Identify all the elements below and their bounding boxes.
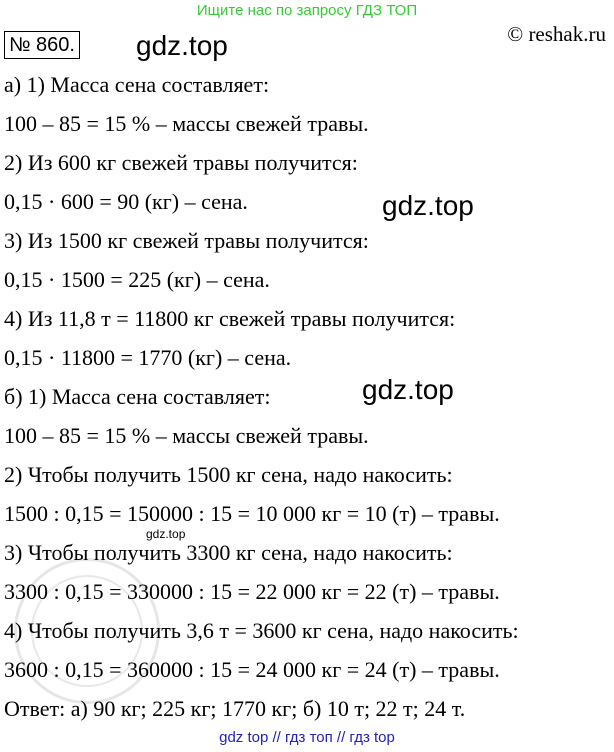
top-banner: Ищите нас по запросу ГДЗ ТОП xyxy=(196,2,418,19)
solution-line: 3) Чтобы получить 3300 кг сена, надо накосить: xyxy=(4,540,453,565)
solution-line: 4) Чтобы получить 3,6 т = 3600 кг сена, надо накосить: xyxy=(4,618,519,643)
problem-number: № 860. xyxy=(4,31,80,59)
solution-line: 1500 : 0,15 = 150000 : 15 = 10 000 кг = 10 (т) – травы. xyxy=(4,501,500,526)
solution-line: 4) Из 11,8 т = 11800 кг свежей травы получится: xyxy=(4,306,456,331)
solution-line: б) 1) Масса сена составляет: xyxy=(4,384,271,409)
watermark-gdz-top-small: gdz.top xyxy=(146,527,186,541)
solution-line: 100 – 85 = 15 % – массы свежей травы. xyxy=(4,111,369,136)
solution-line: 2) Чтобы получить 1500 кг сена, надо накосить: xyxy=(4,462,453,487)
solution-line: а) 1) Масса сена составляет: xyxy=(4,72,270,97)
solution-line: 0,15 · 11800 = 1770 (кг) – сена. xyxy=(4,345,292,370)
solution-line: 0,15 · 1500 = 225 (кг) – сена. xyxy=(4,267,270,292)
watermark-gdz-top-2: gdz.top xyxy=(382,190,474,221)
watermark-gdz-top-1: gdz.top xyxy=(136,30,228,61)
solution-line: 3) Из 1500 кг свежей травы получится: xyxy=(4,228,369,253)
solution-line: 100 – 85 = 15 % – массы свежей травы. xyxy=(4,423,369,448)
solution-line: 2) Из 600 кг свежей травы получится: xyxy=(4,150,358,175)
answer-line: Ответ: а) 90 кг; 225 кг; 1770 кг; б) 10 т; 22 т; 24 т. xyxy=(4,696,466,721)
solution-line: 3600 : 0,15 = 360000 : 15 = 24 000 кг = 24 (т) – травы. xyxy=(4,657,500,682)
solution-line: 0,15 · 600 = 90 (кг) – сена. xyxy=(4,189,248,214)
solution-line: 3300 : 0,15 = 330000 : 15 = 22 000 кг = 22 (т) – травы. xyxy=(4,579,500,604)
bottom-banner: gdz top // гдз топ // гдз top xyxy=(219,729,395,746)
watermark-gdz-top-3: gdz.top xyxy=(362,374,454,405)
copyright: © reshak.ru xyxy=(507,22,606,46)
